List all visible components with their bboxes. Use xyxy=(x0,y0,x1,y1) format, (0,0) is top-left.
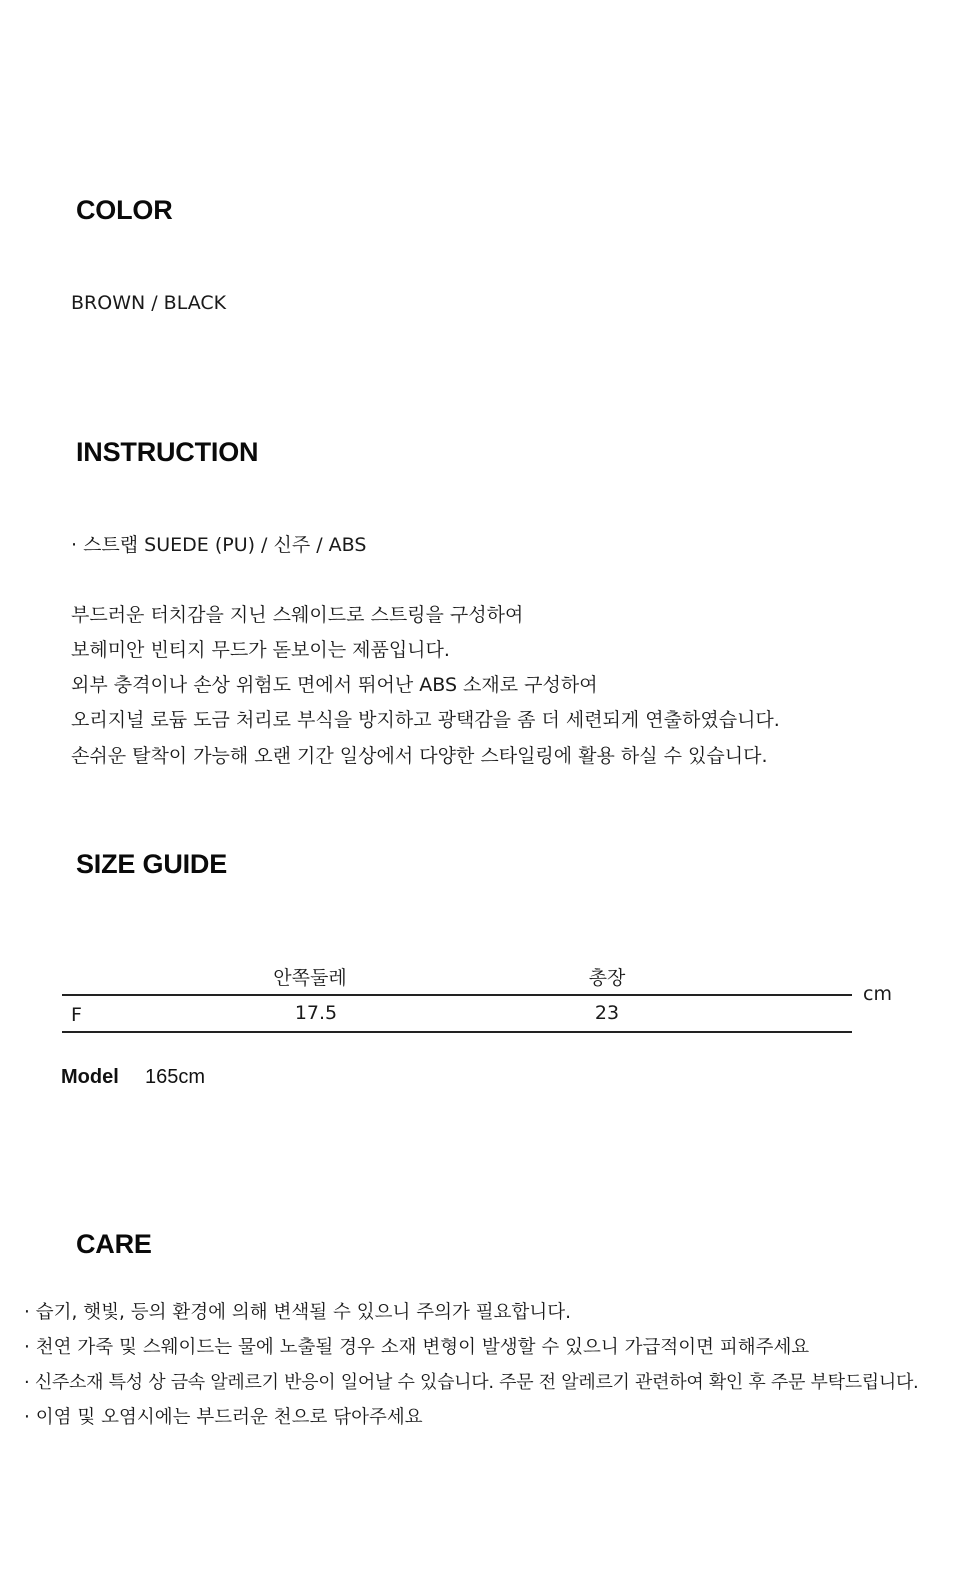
color-heading: COLOR xyxy=(76,195,173,225)
size-guide-heading: SIZE GUIDE xyxy=(76,849,228,879)
column-header-total-length: 총장 xyxy=(588,967,626,989)
total-length-value: 23 xyxy=(594,1002,620,1024)
instruction-line: 외부 충격이나 손상 위험도 면에서 뛰어난 ABS 소재로 구성하여 xyxy=(71,674,598,696)
unit-label: cm xyxy=(863,983,892,1005)
model-label: Model xyxy=(61,1066,119,1088)
model-height: 165cm xyxy=(145,1066,206,1088)
care-line: · 습기, 햇빛, 등의 환경에 의해 변색될 수 있으니 주의가 필요합니다. xyxy=(24,1302,571,1323)
table-bottom-rule xyxy=(62,1031,852,1033)
material-line: · 스트랩 SUEDE (PU) / 신주 / ABS xyxy=(71,534,367,556)
care-line: · 천연 가죽 및 스웨이드는 물에 노출될 경우 소재 변형이 발생할 수 있으니 가급적이면 피해주세요 xyxy=(24,1337,810,1358)
instruction-line: 오리지널 로듐 도금 처리로 부식을 방지하고 광택감을 좀 더 세련되게 연출하였습니다. xyxy=(71,709,780,731)
table-top-rule xyxy=(62,994,852,996)
instruction-heading: INSTRUCTION xyxy=(76,437,259,467)
care-line: · 이염 및 오염시에는 부드러운 천으로 닦아주세요 xyxy=(24,1407,423,1428)
instruction-line: 부드러운 터치감을 지닌 스웨이드로 스트링을 구성하여 xyxy=(71,604,524,626)
color-value: BROWN / BLACK xyxy=(71,292,227,314)
column-header-inner-circumference: 안쪽둘레 xyxy=(273,967,347,989)
instruction-line: 보헤미안 빈티지 무드가 돋보이는 제품입니다. xyxy=(71,639,450,661)
instruction-line: 손쉬운 탈착이 가능해 오랜 기간 일상에서 다양한 스타일링에 활용 하실 수 있습니다. xyxy=(71,745,768,767)
inner-circumference-value: 17.5 xyxy=(294,1002,338,1024)
care-heading: CARE xyxy=(76,1229,152,1259)
size-label: F xyxy=(71,1004,82,1026)
care-line: · 신주소재 특성 상 금속 알레르기 반응이 일어날 수 있습니다. 주문 전 알레르기 관련하여 확인 후 주문 부탁드립니다. xyxy=(24,1372,919,1393)
